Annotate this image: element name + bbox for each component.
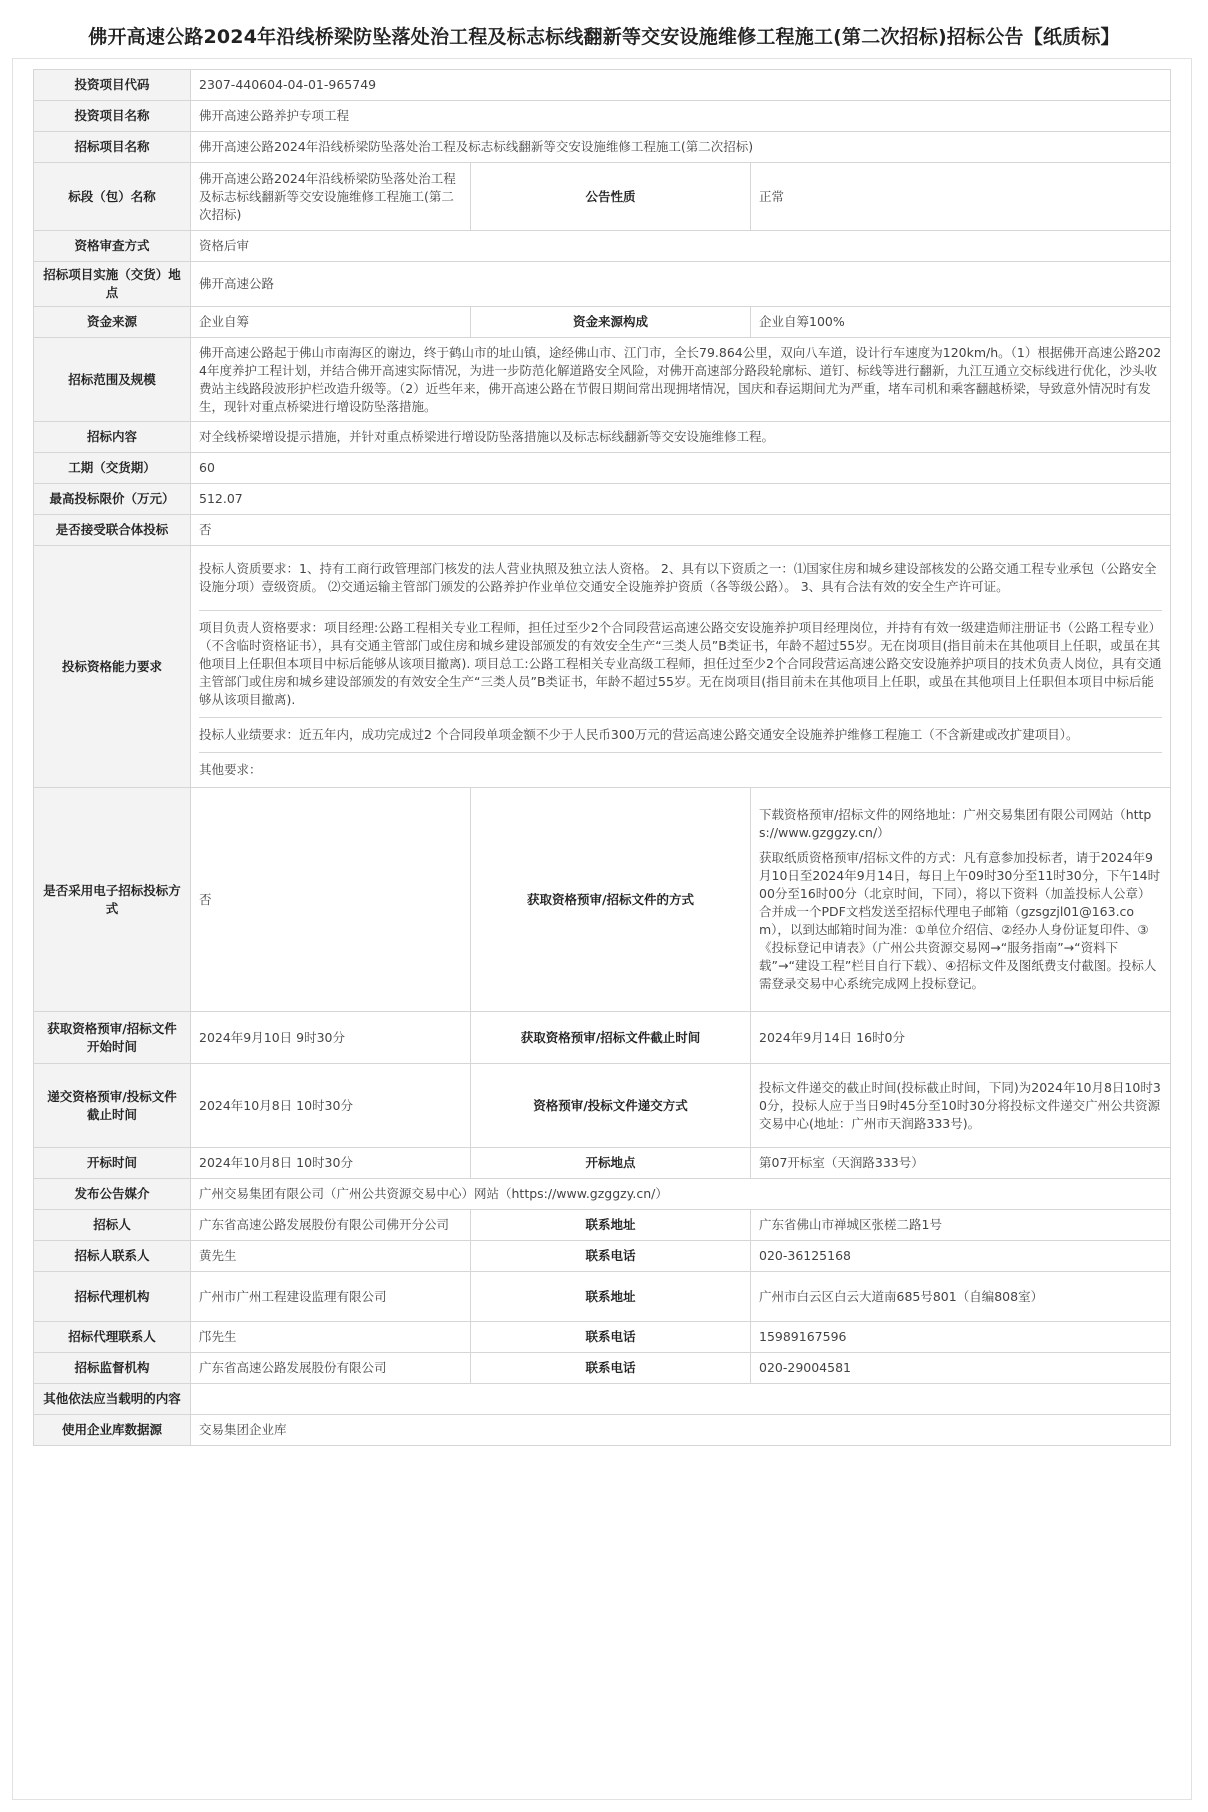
tender-project-value: 佛开高速公路2024年沿线桥梁防坠落处治工程及标志标线翻新等交安设施维修工程施工(第二次招标) xyxy=(191,132,1171,163)
media-label: 发布公告媒介 xyxy=(34,1179,191,1210)
agency-value: 广州市广州工程建设监理有限公司 xyxy=(191,1272,471,1322)
agency-address-value: 广州市白云区白云大道南685号801（自编808室） xyxy=(751,1272,1171,1322)
submit-method-value: 投标文件递交的截止时间(投标截止时间，下同)为2024年10月8日10时30分，投标人应于当日9时45分至10时30分将投标文件递交广州公共资源交易中心(地址：广州市天润路333号)。 xyxy=(751,1064,1171,1148)
tenderer-address-label: 联系地址 xyxy=(471,1210,751,1241)
table-row xyxy=(34,1210,1171,1241)
tenderer-contact-label: 招标人联系人 xyxy=(34,1241,191,1272)
document-method-label: 获取资格预审/招标文件的方式 xyxy=(471,788,751,1012)
agency-phone-value: 15989167596 xyxy=(751,1322,1171,1353)
notice-type-label: 公告性质 xyxy=(471,163,751,231)
qualification-label: 投标资格能力要求 xyxy=(34,546,191,788)
table-row xyxy=(34,1415,1171,1446)
table-row xyxy=(34,422,1171,453)
tenderer-address-value: 广东省佛山市禅城区张槎二路1号 xyxy=(751,1210,1171,1241)
project-code-value: 2307-440604-04-01-965749 xyxy=(191,70,1171,101)
table-row xyxy=(34,1148,1171,1179)
opening-place-label: 开标地点 xyxy=(471,1148,751,1179)
table-row xyxy=(34,546,1171,788)
table-row xyxy=(34,307,1171,338)
max-price-label: 最高投标限价（万元） xyxy=(34,484,191,515)
tenderer-phone-value: 020-36125168 xyxy=(751,1241,1171,1272)
agency-contact-label: 招标代理联系人 xyxy=(34,1322,191,1353)
performance-requirement: 投标人业绩要求：近五年内，成功完成过2 个合同段单项金额不少于人民币300万元的营运高速公路交通安全设施养护维修工程施工（不含新建或改扩建项目）。 xyxy=(199,718,1162,753)
funding-composition-value: 企业自筹100% xyxy=(751,307,1171,338)
submit-deadline-value: 2024年10月8日 10时30分 xyxy=(191,1064,471,1148)
consortium-value: 否 xyxy=(191,515,1171,546)
tenderer-value: 广东省高速公路发展股份有限公司佛开分公司 xyxy=(191,1210,471,1241)
doc-start-label: 获取资格预审/招标文件开始时间 xyxy=(34,1012,191,1064)
tenderer-label: 招标人 xyxy=(34,1210,191,1241)
manager-requirement: 项目负责人资格要求：项目经理:公路工程相关专业工程师，担任过至少2个合同段营运高速公路交安设施养护项目经理岗位，并持有有效一级建造师注册证书（公路工程专业）（不含临时资格证书），具有交通主管部门或住房和城乡建设部颁发的有效安全生产“三类人员”B类证书，年龄不超过55岁。无在岗项目(指目前未在其他项目上任职，或虽在其他项目上任职但本项目中标后能够从该项目撤离). 项目总工:公路工程相关专业高级工程师，担任过至少2个合同段营运高速公路交安设施养护项目的技术负责人岗位，具有交通主管部门或住房和城乡建设部颁发的有效安全生产“三类人员”B类证书，年龄不超过55岁。无在岗项目(指目前未在其他项目上任职，或虽在其他项目上任职但本项目中标后能够从该项目撤离). xyxy=(199,611,1162,718)
table-row xyxy=(34,1064,1171,1148)
table-row xyxy=(34,788,1171,1012)
submit-method-label: 资格预审/投标文件递交方式 xyxy=(471,1064,751,1148)
funding-composition-label: 资金来源构成 xyxy=(471,307,751,338)
table-row xyxy=(34,262,1171,307)
database-label: 使用企业库数据源 xyxy=(34,1415,191,1446)
agency-address-label: 联系地址 xyxy=(471,1272,751,1322)
supervisor-label: 招标监督机构 xyxy=(34,1353,191,1384)
table-row xyxy=(34,453,1171,484)
tenderer-phone-label: 联系电话 xyxy=(471,1241,751,1272)
page-title: 佛开高速公路2024年沿线桥梁防坠落处治工程及标志标线翻新等交安设施维修工程施工(第二次招标)招标公告【纸质标】 xyxy=(88,26,1120,48)
paper-document-method: 获取纸质资格预审/招标文件的方式：凡有意参加投标者，请于2024年9月10日至2024年9月14日，每日上午09时30分至11时30分，下午14时00分至16时00分（北京时间，下同），将以下资料（加盖投标人公章）合并成一个PDF文档发送至招标代理电子邮箱（gzsgzjl01@163.com），以到达邮箱时间为准：①单位介绍信、②经办人身份证复印件、③《投标登记申请表》（广州公共资源交易网→“服务指南”→“资料下载”→“建设工程”栏目自行下载）、④招标文件及图纸费支付截图。投标人需登录交易中心系统完成网上投标登记。 xyxy=(759,850,1161,991)
table-row xyxy=(34,1272,1171,1322)
table-row xyxy=(34,132,1171,163)
table-row xyxy=(34,1384,1171,1415)
other-requirement: 其他要求： xyxy=(199,762,262,777)
review-value: 资格后审 xyxy=(191,231,1171,262)
media-value: 广州交易集团有限公司（广州公共资源交易中心）网站（https://www.gzggzy.cn/） xyxy=(191,1179,1171,1210)
notice-type-value: 正常 xyxy=(751,163,1171,231)
table-row xyxy=(34,484,1171,515)
document-method-value xyxy=(751,788,1171,1012)
table-row xyxy=(34,338,1171,422)
electronic-label: 是否采用电子招标投标方式 xyxy=(34,788,191,1012)
review-label: 资格审查方式 xyxy=(34,231,191,262)
content-value: 对全线桥梁增设提示措施，并针对重点桥梁进行增设防坠落措施以及标志标线翻新等交安设施维修工程。 xyxy=(191,422,1171,453)
doc-end-value: 2024年9月14日 16时0分 xyxy=(751,1012,1171,1064)
database-value: 交易集团企业库 xyxy=(191,1415,1171,1446)
opening-time-value: 2024年10月8日 10时30分 xyxy=(191,1148,471,1179)
opening-time-label: 开标时间 xyxy=(34,1148,191,1179)
opening-place-value: 第07开标室（天润路333号） xyxy=(751,1148,1171,1179)
table-row xyxy=(34,1241,1171,1272)
agency-phone-label: 联系电话 xyxy=(471,1322,751,1353)
agency-contact-value: 邝先生 xyxy=(191,1322,471,1353)
project-name-value: 佛开高速公路养护专项工程 xyxy=(191,101,1171,132)
other-content-label: 其他依法应当载明的内容 xyxy=(34,1384,191,1415)
other-content-value xyxy=(191,1384,1171,1415)
qualification-value xyxy=(191,546,1171,788)
submit-deadline-label: 递交资格预审/投标文件截止时间 xyxy=(34,1064,191,1148)
table-row xyxy=(34,70,1171,101)
consortium-label: 是否接受联合体投标 xyxy=(34,515,191,546)
agency-label: 招标代理机构 xyxy=(34,1272,191,1322)
scope-value: 佛开高速公路起于佛山市南海区的谢边，终于鹤山市的址山镇，途经佛山市、江门市，全长79.864公里，双向八车道，设计行车速度为120km/h。（1）根据佛开高速公路2024年度养护工程计划，并结合佛开高速实际情况，为进一步防范化解道路安全风险，对佛开高速部分路段轮廓标、道钉、标线等进行翻新，九江互通立交标线进行优化，沙头收费站主线路段波形护栏改造升级等。（2）近些年来，佛开高速公路在节假日期间常出现拥堵情况，国庆和春运期间尤为严重，堵车司机和乘客翻越桥梁，导致意外情况时有发生，现针对重点桥梁进行增设防坠落措施。 xyxy=(191,338,1171,422)
table-row xyxy=(34,1322,1171,1353)
period-value: 60 xyxy=(191,453,1171,484)
supervisor-phone-label: 联系电话 xyxy=(471,1353,751,1384)
tender-info-table xyxy=(33,69,1171,1446)
qualification-requirement: 投标人资质要求：1、持有工商行政管理部门核发的法人营业执照及独立法人资格。 2、具有以下资质之一：⑴国家住房和城乡建设部核发的公路交通工程专业承包（公路安全设施分项）壹级资质。 ⑵交通运输主管部门颁发的公路养护作业单位交通安全设施养护资质（各等级公路）。 3、具有合法有效的安全生产许可证。 xyxy=(199,546,1162,611)
table-row xyxy=(34,1353,1171,1384)
period-label: 工期（交货期） xyxy=(34,453,191,484)
funding-value: 企业自筹 xyxy=(191,307,471,338)
supervisor-value: 广东省高速公路发展股份有限公司 xyxy=(191,1353,471,1384)
tender-project-label: 招标项目名称 xyxy=(34,132,191,163)
project-code-label: 投资项目代码 xyxy=(34,70,191,101)
table-row xyxy=(34,231,1171,262)
table-row xyxy=(34,515,1171,546)
scope-label: 招标范围及规模 xyxy=(34,338,191,422)
location-value: 佛开高速公路 xyxy=(191,262,1171,307)
doc-start-value: 2024年9月10日 9时30分 xyxy=(191,1012,471,1064)
section-label: 标段（包）名称 xyxy=(34,163,191,231)
section-value: 佛开高速公路2024年沿线桥梁防坠落处治工程及标志标线翻新等交安设施维修工程施工(第二次招标) xyxy=(191,163,471,231)
funding-label: 资金来源 xyxy=(34,307,191,338)
table-row xyxy=(34,1179,1171,1210)
download-address: 下载资格预审/招标文件的网络地址：广州交易集团有限公司网站（https://www.gzggzy.cn/） xyxy=(759,807,1152,840)
doc-end-label: 获取资格预审/招标文件截止时间 xyxy=(471,1012,751,1064)
tenderer-contact-value: 黄先生 xyxy=(191,1241,471,1272)
project-name-label: 投资项目名称 xyxy=(34,101,191,132)
content-label: 招标内容 xyxy=(34,422,191,453)
location-label: 招标项目实施（交货）地点 xyxy=(34,262,191,307)
max-price-value: 512.07 xyxy=(191,484,1171,515)
table-row xyxy=(34,1012,1171,1064)
supervisor-phone-value: 020-29004581 xyxy=(751,1353,1171,1384)
table-row xyxy=(34,163,1171,231)
electronic-value: 否 xyxy=(191,788,471,1012)
table-row xyxy=(34,101,1171,132)
